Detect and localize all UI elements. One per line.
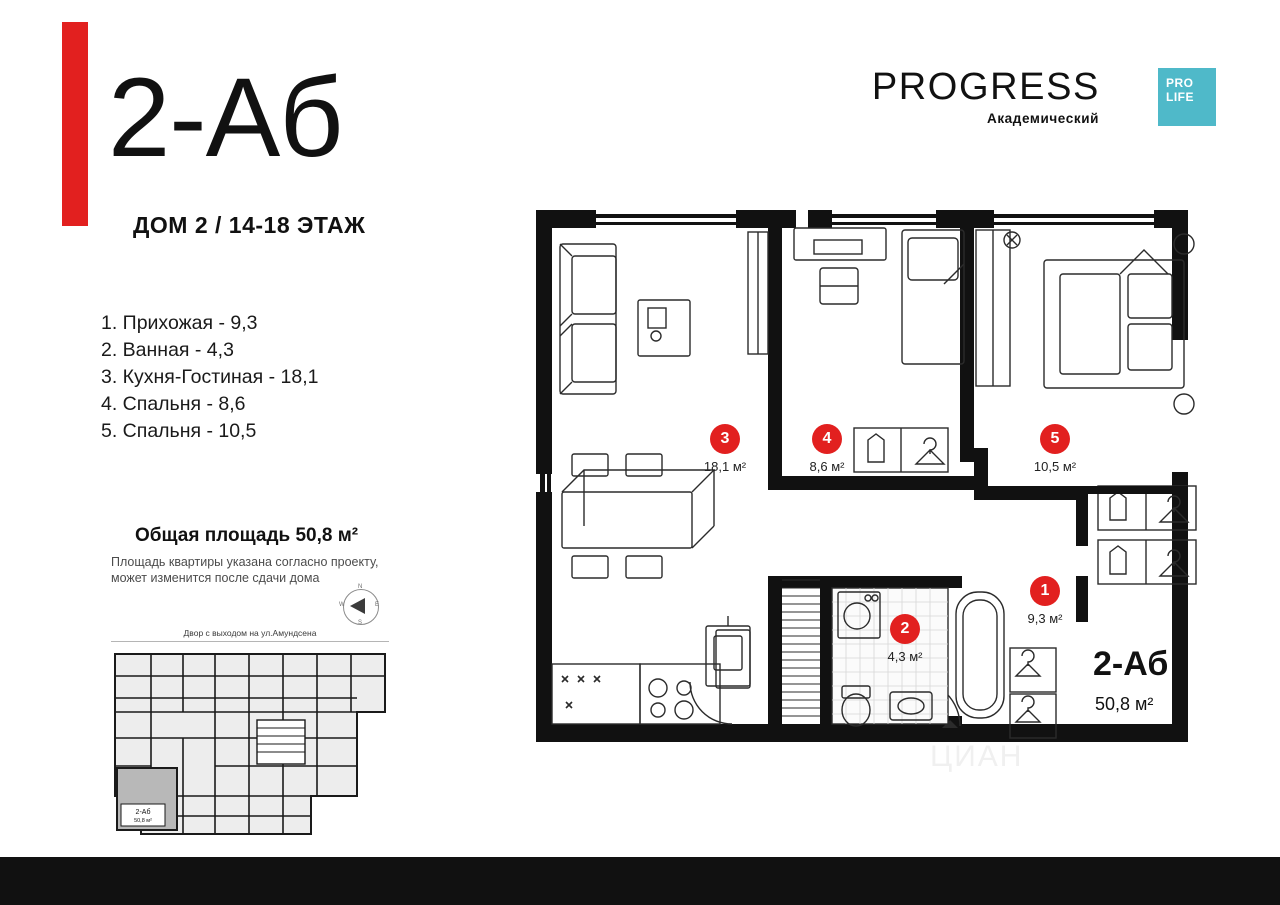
compass-label-south: S: [358, 620, 363, 626]
page-title: 2-Аб: [108, 55, 343, 180]
mini-plan-drawing: [111, 646, 389, 842]
compass-label-east: E: [375, 602, 380, 608]
page-subtitle: ДОМ 2 / 14-18 ЭТАЖ: [133, 212, 366, 238]
logo-subtitle: Академический: [986, 111, 1099, 126]
room-marker-5[interactable]: 5: [1040, 424, 1070, 454]
compass-label-west: W: [339, 602, 345, 608]
total-area-label: Общая площадь 50,8 м²: [135, 525, 359, 546]
mini-plan-caption: Двор с выходом на ул.Амундсена: [111, 628, 389, 642]
list-item: 2. Ванная - 4,3: [101, 339, 234, 361]
room-marker-3[interactable]: 3: [710, 424, 740, 454]
plan-code: 2-Аб: [1093, 645, 1169, 683]
room-list: [101, 310, 431, 445]
logo-badge: [1158, 68, 1216, 126]
list-item: 5. Спальня - 10,5: [101, 420, 257, 442]
mini-plan-unit-code: 2-Аб: [135, 809, 151, 816]
room-area-2: 4,3 м²: [887, 649, 923, 664]
compass-label-north: N: [358, 584, 363, 590]
list-item: 1. Прихожая - 9,3: [101, 312, 258, 334]
compass-icon: [339, 585, 381, 627]
logo-brand: PROGRESS: [871, 66, 1100, 108]
area-disclaimer: Площадь квартиры указана согласно проекту, может изменится после сдачи дома: [111, 555, 379, 585]
building-floor-key: [111, 628, 389, 843]
room-area-1: 9,3 м²: [1027, 611, 1063, 626]
logo-badge-line2: LIFE: [1166, 90, 1194, 104]
footer-bar: [0, 857, 1280, 905]
plan-code-area: 50,8 м²: [1095, 694, 1154, 714]
room-area-3: 18,1 м²: [703, 459, 747, 474]
watermark: ЦИАН: [930, 740, 1024, 773]
logo-badge-line1: PRO: [1166, 76, 1194, 90]
room-marker-4[interactable]: 4: [812, 424, 842, 454]
room-marker-1[interactable]: 1: [1030, 576, 1060, 606]
list-item: 3. Кухня-Гостиная - 18,1: [101, 366, 319, 388]
room-marker-2[interactable]: 2: [890, 614, 920, 644]
room-area-4: 8,6 м²: [809, 459, 845, 474]
room-area-5: 10,5 м²: [1033, 459, 1077, 474]
logo: [871, 66, 1216, 140]
accent-bar: [62, 22, 88, 226]
compass-needle: [350, 598, 365, 614]
list-item: 4. Спальня - 8,6: [101, 393, 246, 415]
mini-plan-unit-area: 50,8 м²: [134, 818, 152, 824]
